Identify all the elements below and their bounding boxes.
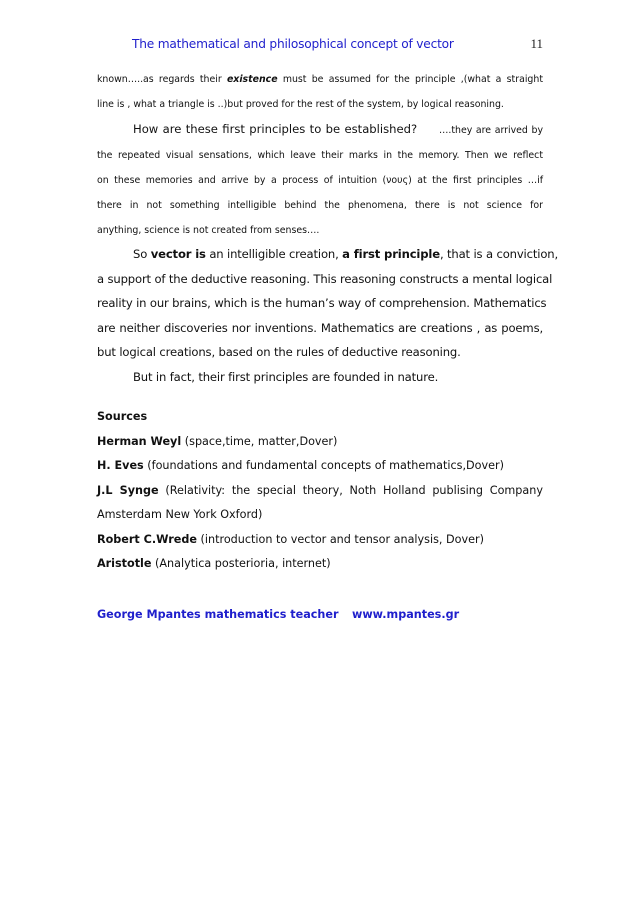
emphasis-first-principle: a first principle bbox=[342, 247, 440, 261]
running-title: The mathematical and philosophical concept of vector bbox=[132, 37, 454, 51]
source-author: J.L Synge bbox=[97, 483, 159, 497]
paragraph-3 bbox=[97, 242, 558, 389]
paragraph-3-line-3: reality in our brains, which is the human’s way of comprehension. Mathematics bbox=[97, 296, 547, 310]
paragraph-2 bbox=[97, 117, 543, 243]
source-item: H. Eves (foundations and fundamental concepts of mathematics,Dover) bbox=[97, 459, 504, 472]
emphasis-existence: existence bbox=[226, 74, 278, 85]
paragraph-3-line-5: but logical creations, based on the rules of deductive reasoning. bbox=[97, 345, 461, 359]
page-header bbox=[0, 36, 638, 56]
website-link[interactable]: www.mpantes.gr bbox=[352, 608, 460, 621]
author-credit: George Mpantes mathematics teacher bbox=[97, 608, 339, 621]
source-item: Herman Weyl (space,time, matter,Dover) bbox=[97, 434, 338, 448]
paragraph-1 bbox=[97, 67, 543, 117]
paragraph-1-line-2: line is , what a triangle is ..)but proved for the rest of the system, by logical reasoning. bbox=[97, 99, 504, 110]
paragraph-3-line-6: But in fact, their first principles are founded in nature. bbox=[133, 369, 439, 384]
paragraph-2-line-4: there in not something intelligible behind the phenomena, there is not science for bbox=[97, 200, 543, 211]
paragraph-2-line-1: How are these first principles to be established? ….they are arrived by bbox=[133, 122, 543, 136]
source-author: Herman Weyl bbox=[97, 434, 182, 448]
source-item: Aristotle (Analytica posterioria, internet) bbox=[97, 557, 331, 570]
paragraph-3-line-1: So vector is an intelligible creation, a first principle, that is a conviction, bbox=[133, 247, 558, 261]
emphasis-vector-is: vector is bbox=[150, 247, 206, 261]
question-sentence: How are these first principles to be established? bbox=[133, 122, 418, 136]
source-author: Robert C.Wrede bbox=[97, 532, 197, 546]
paragraph-1-line-1: known…..as regards their existence must be assumed for the principle ,(what a straight bbox=[97, 74, 543, 85]
paragraph-2-line-2: the repeated visual sensations, which leave their marks in the memory. Then we reflect bbox=[97, 150, 543, 161]
page-number: 11 bbox=[530, 36, 543, 51]
source-item-continuation: Amsterdam New York Oxford) bbox=[97, 508, 263, 521]
sources-heading: Sources bbox=[97, 410, 148, 423]
paragraph-2-line-5: anything, science is not created from senses…. bbox=[97, 225, 320, 236]
paragraph-3-line-2: a support of the deductive reasoning. This reasoning constructs a mental logical bbox=[97, 271, 553, 286]
sources-section bbox=[97, 405, 543, 577]
author-footer bbox=[97, 608, 543, 621]
paragraph-3-line-4: are neither discoveries nor inventions. Mathematics are creations , as poems, bbox=[97, 320, 543, 335]
source-author: H. Eves bbox=[97, 459, 144, 472]
paragraph-2-line-3: on these memories and arrive by a process of intuition (νους) at the first principles …if bbox=[97, 175, 543, 186]
source-author: Aristotle bbox=[97, 557, 152, 570]
source-item: Robert C.Wrede (introduction to vector and tensor analysis, Dover) bbox=[97, 532, 484, 546]
source-item: J.L Synge (Relativity: the special theory, Noth Holland publising Company bbox=[97, 483, 543, 497]
